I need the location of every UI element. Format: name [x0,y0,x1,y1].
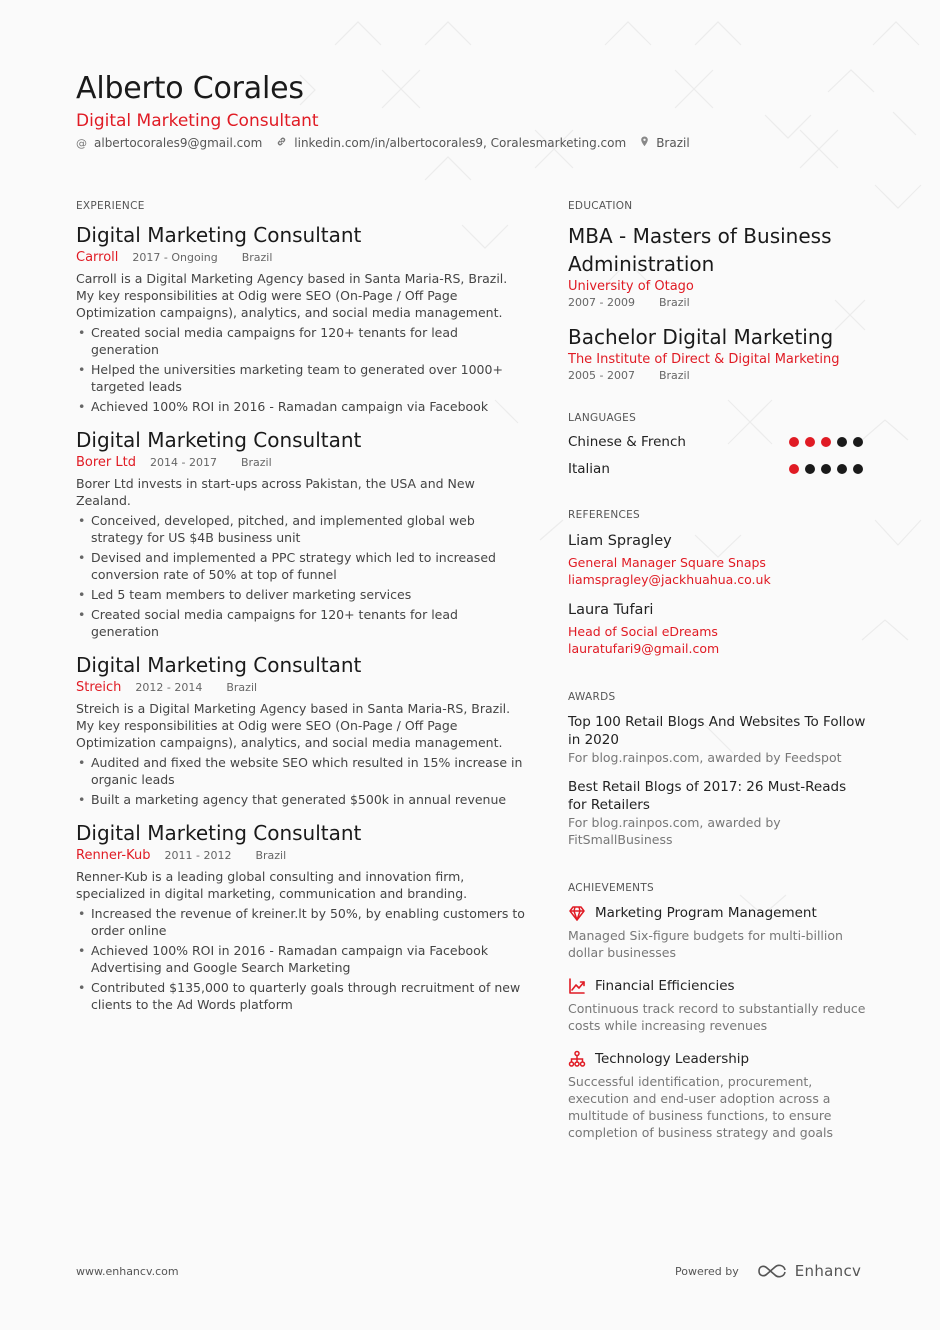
job-meta [76,455,526,470]
powered-by-label: Powered by [675,1264,739,1278]
proficiency-dot-empty [853,464,863,474]
email-text: albertocorales9@gmail.com [94,136,263,150]
trend-up-icon [568,977,586,995]
bullet-item: • Devised and implemented a PPC strategy which led to increased conversion rate of 50% at top of funnel [76,549,526,583]
education-location: Brazil [658,296,690,309]
award-description: For blog.rainpos.com, awarded by Feedspot [568,750,842,765]
reference-entry [568,600,868,657]
job-bullets [76,905,526,1013]
bullet-item: • Achieved 100% ROI in 2016 - Ramadan campaign via Facebook [76,398,526,415]
contact-line [76,136,876,150]
award-description: For blog.rainpos.com, awarded by FitSmallBusiness [568,815,781,847]
school-name: University of Otago [568,279,694,294]
diamond-icon [568,904,586,922]
achievements-heading: ACHIEVEMENTS [568,882,655,894]
job-description: Streich is a Digital Marketing Agency based in Santa Maria-RS, Brazil. My key responsibilities at Odig were SEO (On-Page / Off Page Optimization campaigns), analytics, and social media management. [76,701,511,750]
experience-entry [76,820,526,1013]
education-dates: 2005 - 2007 [568,369,635,382]
candidate-title: Digital Marketing Consultant [76,111,319,131]
reference-entry [568,531,868,588]
proficiency-dots [783,437,863,447]
location-text: Brazil [656,136,690,150]
education-meta [568,369,868,382]
education-heading: EDUCATION [568,200,633,212]
degree-title: MBA - Masters of Business Administration [568,224,832,276]
achievements-section [568,882,868,1141]
award-entry [568,713,868,766]
bullet-item: • Audited and fixed the website SEO which resulted in 15% increase in organic leads [76,754,526,788]
reference-name: Liam Spragley [568,533,672,549]
degree-title: Bachelor Digital Marketing [568,325,834,349]
award-title: Best Retail Blogs of 2017: 26 Must-Reads for Retailers [568,779,847,813]
reference-role: General Manager Square Snaps [568,555,766,570]
proficiency-dot-filled [789,464,799,474]
references-heading: REFERENCES [568,509,641,521]
contact-links[interactable] [276,136,626,150]
brand-name[interactable]: Enhancv [794,1262,862,1280]
bullet-item: • Built a marketing agency that generated $500k in annual revenue [76,791,526,808]
experience-entry [76,427,526,640]
language-row [568,434,863,450]
language-name: Italian [568,461,610,477]
company-name: Renner-Kub [76,848,151,863]
reference-name: Laura Tufari [568,602,654,618]
bullet-item: • Increased the revenue of kreiner.lt by 50%, by enabling customers to order online [76,905,526,939]
job-location: Brazil [255,849,287,862]
job-location: Brazil [241,251,273,264]
education-meta [568,296,868,309]
award-title: Top 100 Retail Blogs And Websites To Follow in 2020 [568,714,866,748]
job-dates: 2012 - 2014 [135,681,203,694]
proficiency-dot-filled [789,437,799,447]
experience-entry [76,652,526,808]
education-entry [568,323,868,382]
job-meta [76,848,526,863]
proficiency-dots [783,464,863,474]
job-title: Digital Marketing Consultant [76,653,362,677]
company-name: Carroll [76,250,119,265]
achievement-title: Technology Leadership [595,1051,750,1067]
job-location: Brazil [226,681,258,694]
location-pin-icon [640,136,649,150]
job-bullets [76,324,526,415]
award-entry [568,778,868,848]
contact-location [640,136,690,150]
languages-section [568,412,868,477]
job-title: Digital Marketing Consultant [76,223,362,247]
job-description: Carroll is a Digital Marketing Agency based in Santa Maria-RS, Brazil. My key responsibilities at Odig were SEO (On-Page / Off Page Optimization campaigns), analytics, and social media management. [76,271,508,320]
education-location: Brazil [658,369,690,382]
awards-heading: AWARDS [568,691,616,703]
job-bullets [76,512,526,640]
resume-header [76,70,876,150]
achievement-entry [568,977,868,1034]
bullet-item: • Conceived, developed, pitched, and implemented global web strategy for US $4B business unit [76,512,526,546]
experience-heading: EXPERIENCE [76,200,145,212]
enhancv-logo-icon [757,1263,789,1279]
candidate-name: Alberto Corales [76,71,304,106]
job-title: Digital Marketing Consultant [76,821,362,845]
job-location: Brazil [240,456,272,469]
links-text: linkedin.com/in/albertocorales9, Coralesmarketing.com [294,136,627,150]
language-row [568,461,863,477]
bullet-item: • Created social media campaigns for 120+ tenants for lead generation [76,324,526,358]
contact-email[interactable] [76,136,262,150]
footer-brand [675,1262,861,1280]
education-entry [568,222,868,309]
language-name: Chinese & French [568,434,686,450]
experience-section [76,200,526,1025]
achievement-description: Managed Six-figure budgets for multi-billion dollar businesses [568,928,843,960]
reference-email[interactable]: lauratufari9@gmail.com [568,641,720,656]
reference-email[interactable]: liamspragley@jackhuahua.co.uk [568,572,771,587]
link-icon [276,136,287,150]
job-meta [76,250,526,265]
job-description: Renner-Kub is a leading global consulting and innovation firm, specialized in digital marketing, communication and branding. [76,869,468,901]
proficiency-dot-empty [853,437,863,447]
job-meta [76,680,526,695]
proficiency-dot-empty [837,464,847,474]
proficiency-dot-empty [837,437,847,447]
at-icon: @ [76,136,87,150]
achievement-description: Successful identification, procurement, execution and end-user adoption across a multitude of business functions, to ensure completion of business strategy and goals [568,1074,834,1140]
job-description: Borer Ltd invests in start-ups across Pakistan, the USA and New Zealand. [76,476,475,508]
education-section [568,200,868,382]
school-name: The Institute of Direct & Digital Marketing [568,352,840,367]
awards-section [568,691,868,848]
achievement-title: Financial Efficiencies [595,978,735,994]
proficiency-dot-filled [821,437,831,447]
job-bullets [76,754,526,808]
proficiency-dot-filled [805,437,815,447]
proficiency-dot-empty [805,464,815,474]
references-section [568,509,868,657]
bullet-item: • Contributed $135,000 to quarterly goals through recruitment of new clients to the Ad Words platform [76,979,526,1013]
company-name: Borer Ltd [76,455,136,470]
company-name: Streich [76,680,122,695]
bullet-item: • Helped the universities marketing team to generated over 1000+ targeted leads [76,361,526,395]
job-dates: 2014 - 2017 [150,456,217,469]
bullet-item: • Led 5 team members to deliver marketing services [76,586,526,603]
achievement-entry [568,1050,868,1141]
bullet-item: • Achieved 100% ROI in 2016 - Ramadan campaign via Facebook Advertising and Google Search Marketing [76,942,526,976]
achievement-description: Continuous track record to substantially reduce costs while increasing revenues [568,1001,866,1033]
job-dates: 2011 - 2012 [164,849,232,862]
education-dates: 2007 - 2009 [568,296,635,309]
experience-entry [76,222,526,415]
job-title: Digital Marketing Consultant [76,428,362,452]
footer-website[interactable]: www.enhancv.com [76,1265,179,1278]
sidebar-column [568,200,868,1157]
achievement-title: Marketing Program Management [595,905,817,921]
proficiency-dot-empty [821,464,831,474]
bullet-item: • Created social media campaigns for 120+ tenants for lead generation [76,606,526,640]
languages-heading: LANGUAGES [568,412,637,424]
job-dates: 2017 - Ongoing [132,251,218,264]
reference-role: Head of Social eDreams [568,624,718,639]
achievement-entry [568,904,868,961]
org-chart-icon [568,1050,586,1068]
